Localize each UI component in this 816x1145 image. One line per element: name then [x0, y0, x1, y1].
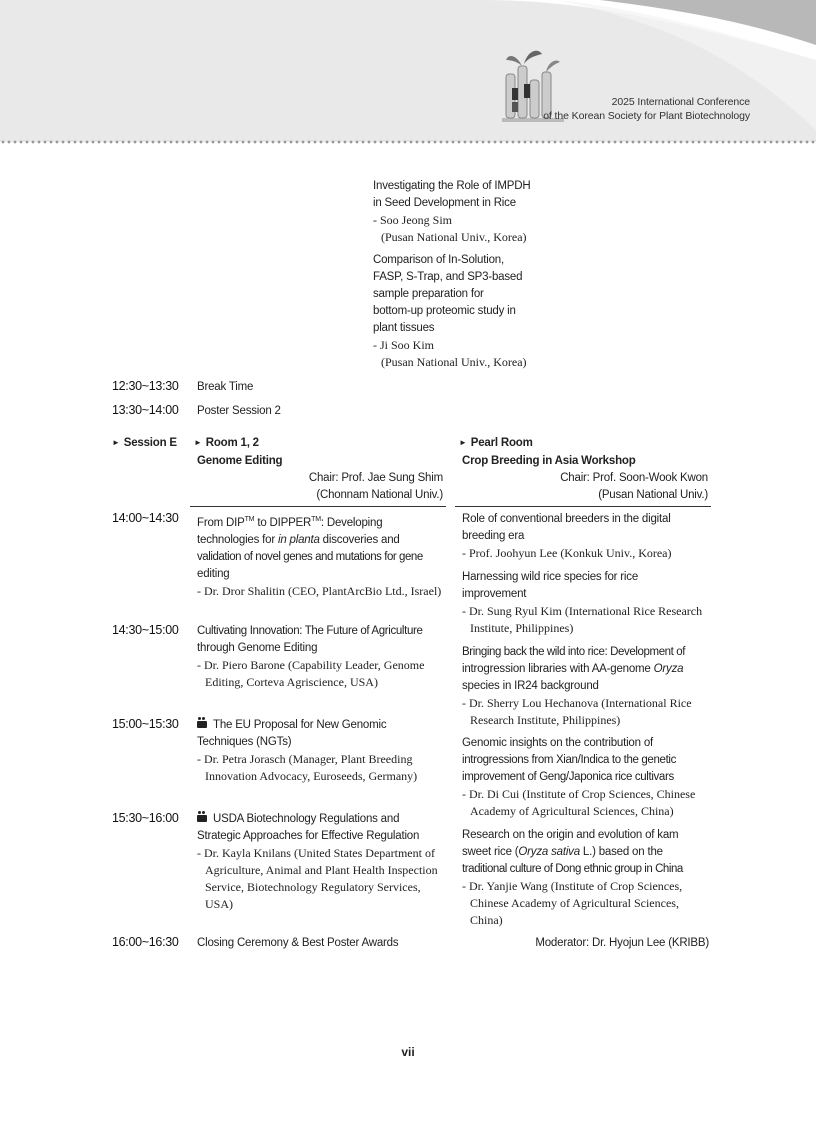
time-slot: 16:00~16:30: [112, 935, 179, 949]
time-slot: 14:30~15:00: [112, 623, 179, 637]
right-column-rule: [455, 506, 711, 507]
right-talk-1: [462, 511, 714, 562]
talk-title-line: breeding era: [462, 530, 525, 542]
left-chair: Chair: Prof. Jae Sung Shim: [308, 472, 443, 484]
talk-title-line: Research on the origin and evolution of kam: [462, 829, 679, 841]
left-talk-1: [197, 511, 449, 600]
talk-title-line: [197, 532, 449, 549]
closing-moderator: Moderator: Dr. Hyojun Lee (KRIBB): [535, 937, 709, 949]
talk-title-line: introgressions from Xian/Indica to the genetic: [462, 754, 677, 766]
time-slot: 15:00~15:30: [112, 717, 179, 731]
talk-speaker: Service, Biotechnology Regulatory Services,: [205, 880, 421, 894]
right-room-label: [459, 434, 533, 452]
talk-speaker: - Dr. Sung Ryul Kim (International Rice Research: [462, 604, 703, 618]
talk-speaker: - Dr. Sherry Lou Hechanova (International Rice: [462, 696, 692, 710]
conference-title-line2: of the Korean Society for Plant Biotechnology: [543, 110, 750, 122]
talk-title-line: Cultivating Innovation: The Future of Agriculture: [197, 625, 423, 637]
talk-speaker: - Dr. Petra Jorasch (Manager, Plant Breeding: [197, 752, 413, 766]
poster-time: 13:30~14:00: [112, 403, 179, 417]
title-part: The EU Proposal for New Genomic: [213, 719, 387, 731]
talk-speaker: - Dr. Piero Barone (Capability Leader, Genome: [197, 658, 425, 672]
talk-title-line: validation of novel genes and mutations for gene: [197, 550, 423, 563]
session-name: Session E: [123, 437, 177, 449]
triangle-bullet-icon: ►: [112, 438, 120, 447]
talk-speaker: China): [470, 913, 503, 927]
break-label: Break Time: [197, 381, 254, 393]
trademark-mark: TM: [244, 516, 255, 523]
talk-speaker: USA): [205, 897, 234, 911]
talk-title-line: Genomic insights on the contribution of: [462, 737, 654, 749]
talk-title-line: improvement: [462, 588, 527, 600]
title-part: L.) based on the: [579, 846, 663, 858]
title-italic: Oryza sativa: [518, 846, 580, 858]
talk-affiliation: (Pusan National Univ., Korea): [381, 230, 527, 244]
talk-title-line: Bringing back the wild into rice: Development of: [462, 646, 686, 658]
left-room-label: [194, 434, 259, 452]
title-italic: Oryza: [653, 663, 684, 675]
talk-speaker: - Prof. Joohyun Lee (Konkuk Univ., Korea): [462, 546, 672, 560]
talk-title-line: Role of conventional breeders in the digital: [462, 513, 671, 525]
left-talk-4: [197, 811, 449, 913]
talk-speaker: - Soo Jeong Sim: [373, 213, 453, 227]
right-chair: Chair: Prof. Soon-Wook Kwon: [560, 472, 708, 484]
video-camera-icon: [197, 721, 207, 728]
right-talk-2: [462, 569, 714, 637]
continued-talk-2: [373, 252, 573, 371]
left-session-title: Genome Editing: [197, 455, 283, 467]
left-talk-3: [197, 717, 449, 785]
talk-speaker: - Dr. Dror Shalitin (CEO, PlantArcBio Ltd., Israel): [197, 583, 442, 598]
talk-affiliation: (Pusan National Univ., Korea): [381, 355, 527, 369]
closing-label: Closing Ceremony & Best Poster Awards: [197, 937, 399, 949]
break-time: 12:30~13:30: [112, 379, 179, 393]
talk-speaker: Institute, Philippines): [470, 621, 574, 635]
talk-title-line: species in IR24 background: [462, 680, 599, 692]
right-talk-4: [462, 735, 714, 820]
talk-speaker: Agriculture, Animal and Plant Health Inspection: [205, 863, 438, 877]
talk-title-line: [462, 661, 714, 678]
talk-title-line: [197, 811, 449, 828]
right-chair-affiliation: (Pusan National Univ.): [598, 489, 708, 501]
title-part: technologies for: [197, 533, 278, 546]
right-session-title: Crop Breeding in Asia Workshop: [462, 455, 636, 467]
talk-speaker: Chinese Academy of Agricultural Sciences,: [470, 896, 679, 910]
talk-speaker: - Dr. Yanjie Wang (Institute of Crop Sciences,: [462, 879, 683, 893]
talk-speaker: - Dr. Di Cui (Institute of Crop Sciences, Chinese: [462, 787, 696, 801]
left-column-rule: [190, 506, 446, 507]
page-number: vii: [401, 1045, 415, 1059]
trademark-mark: TM: [311, 516, 321, 523]
time-slot: 15:30~16:00: [112, 811, 179, 825]
talk-title-line: improvement of Geng/Japonica rice cultivars: [462, 771, 674, 783]
talk-title-line: Harnessing wild rice species for rice: [462, 571, 639, 583]
title-part: : Developing: [320, 516, 383, 529]
left-chair-affiliation: (Chonnam National Univ.): [316, 489, 443, 501]
title-part: discoveries and: [319, 533, 400, 546]
talk-title-line: Strategic Approaches for Effective Regulation: [197, 830, 420, 842]
continued-talk-1: [373, 178, 573, 246]
talk-title-line: Techniques (NGTs): [197, 736, 292, 748]
talk-title-line: [197, 511, 449, 532]
talk-title-line: editing: [197, 567, 230, 580]
page-header-band: [0, 0, 816, 142]
talk-speaker: - Ji Soo Kim: [373, 338, 435, 352]
talk-title-line: traditional culture of Dong ethnic group in China: [462, 863, 683, 875]
talk-speaker: Innovation Advocacy, Euroseeds, Germany): [205, 769, 418, 783]
left-talk-2: [197, 623, 449, 691]
talk-title-line: sample preparation for: [373, 288, 484, 300]
title-part: introgression libraries with AA-genome: [462, 663, 654, 675]
triangle-bullet-icon: ►: [459, 438, 467, 447]
triangle-bullet-icon: ►: [194, 438, 202, 447]
talk-speaker: Research Institute, Philippines): [470, 713, 621, 727]
header-dotted-divider: [0, 140, 816, 144]
title-part: From DIP: [197, 516, 245, 529]
talk-speaker: - Dr. Kayla Knilans (United States Department of: [197, 846, 435, 860]
talk-title-line: plant tissues: [373, 322, 435, 334]
title-part: to DIPPER: [254, 516, 312, 529]
right-room-name: Pearl Room: [470, 437, 533, 449]
left-room-name: Room 1, 2: [205, 437, 259, 449]
talk-title-line: FASP, S-Trap, and SP3-based: [373, 271, 523, 283]
title-italic: in planta: [278, 533, 320, 546]
talk-title-line: in Seed Development in Rice: [373, 197, 516, 209]
talk-title-line: bottom-up proteomic study in: [373, 305, 516, 317]
right-talk-3: [462, 644, 714, 729]
time-slot: 14:00~14:30: [112, 511, 179, 525]
conference-title-line1: 2025 International Conference: [611, 96, 750, 108]
talk-title-line: [197, 717, 449, 734]
talk-title-line: [462, 844, 714, 861]
title-part: sweet rice (: [462, 846, 519, 858]
talk-speaker: Academy of Agricultural Sciences, China): [470, 804, 674, 818]
right-talk-5: [462, 827, 714, 929]
poster-label: Poster Session 2: [197, 405, 281, 417]
talk-title-line: Investigating the Role of IMPDH: [373, 180, 531, 192]
talk-speaker: Editing, Corteva Agriscience, USA): [205, 675, 378, 689]
video-camera-icon: [197, 815, 207, 822]
session-label: [112, 434, 177, 452]
talk-title-line: Comparison of In-Solution,: [373, 254, 504, 266]
title-part: USDA Biotechnology Regulations and: [213, 813, 400, 825]
talk-title-line: through Genome Editing: [197, 642, 318, 654]
